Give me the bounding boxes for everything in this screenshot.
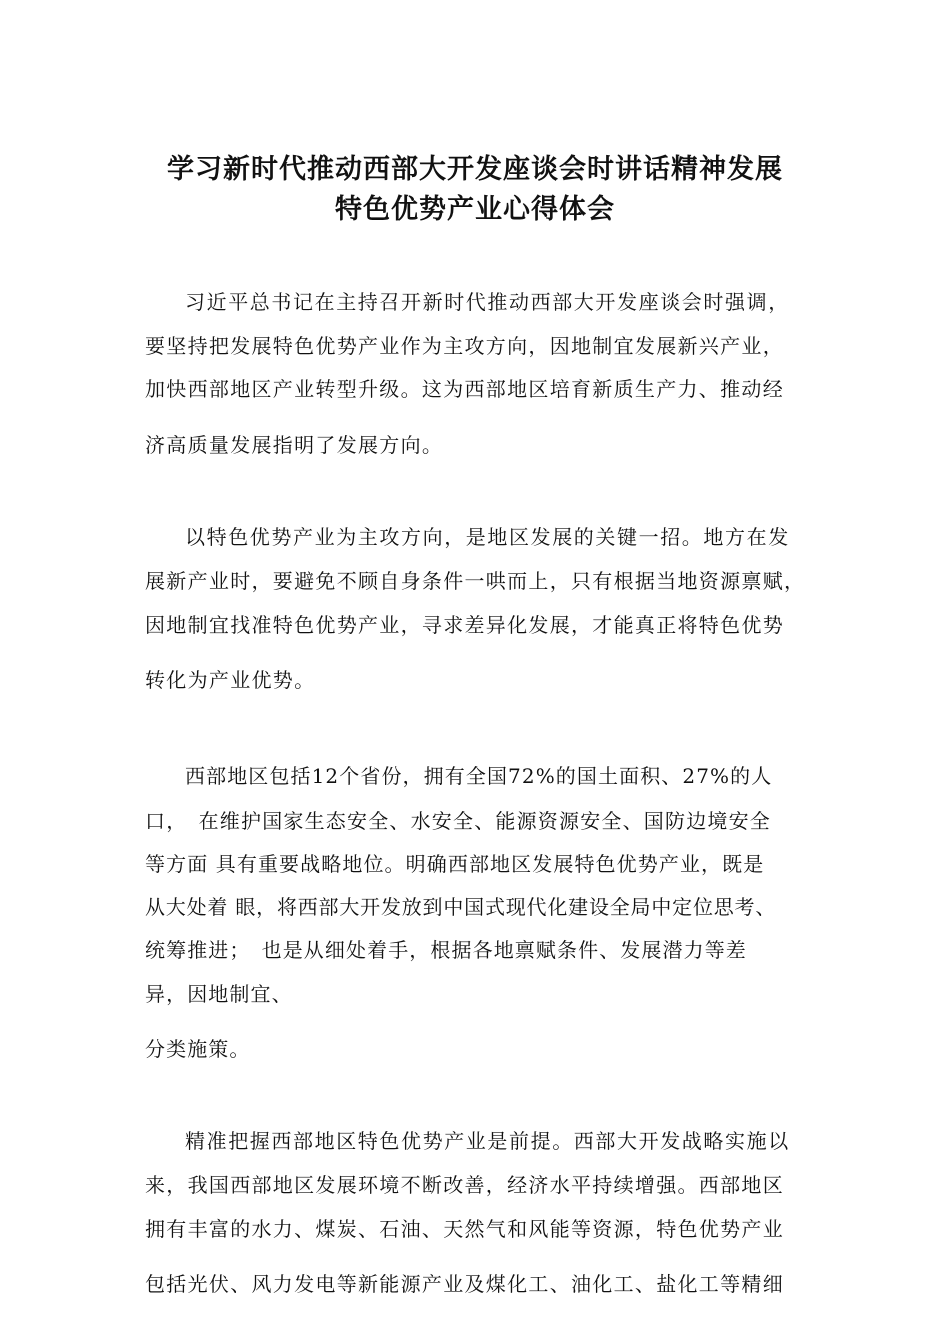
paragraph-2-line-2: 展新产业时，要避免不顾自身条件一哄而上，只有根据当地资源禀赋， xyxy=(145,569,806,593)
paragraph-1-line-3: 加快西部地区产业转型升级。这为西部地区培育新质生产力、推动经 xyxy=(145,377,784,401)
paragraph-3-line-3: 等方面 具有重要战略地位。明确西部地区发展特色优势产业，既是 xyxy=(145,852,765,876)
paragraph-4-line-3: 拥有丰富的水力、煤炭、石油、天然气和风能等资源，特色优势产业 xyxy=(145,1217,784,1241)
paragraph-4-line-1: 精准把握西部地区特色优势产业是前提。西部大开发战略实施以 xyxy=(185,1129,790,1153)
paragraph-2-line-3: 因地制宜找准特色优势产业，寻求差异化发展，才能真正将特色优势 xyxy=(145,613,784,637)
paragraph-1-line-4: 济高质量发展指明了发展方向。 xyxy=(145,433,444,457)
paragraph-3-line-2: 口， 在维护国家生态安全、水安全、能源资源安全、国防边境安全 xyxy=(145,809,771,833)
paragraph-2-line-1: 以特色优势产业为主攻方向，是地区发展的关键一招。地方在发 xyxy=(185,525,790,549)
paragraph-2-line-4: 转化为产业优势。 xyxy=(145,668,316,692)
paragraph-1-line-1: 习近平总书记在主持召开新时代推动西部大开发座谈会时强调， xyxy=(185,290,790,314)
document-title-line-2: 特色优势产业心得体会 xyxy=(335,194,615,225)
document-title-line-1: 学习新时代推动西部大开发座谈会时讲话精神发展 xyxy=(167,154,783,185)
paragraph-4-line-4: 包括光伏、风力发电等新能源产业及煤化工、油化工、盐化工等精细 xyxy=(145,1272,784,1296)
paragraph-1-line-2: 要坚持把发展特色优势产业作为主攻方向，因地制宜发展新兴产业， xyxy=(145,334,784,358)
paragraph-3-line-1: 西部地区包括12个省份，拥有全国72%的国土面积、27%的人 xyxy=(185,764,773,788)
paragraph-3-line-6: 异，因地制宜、 xyxy=(145,982,293,1006)
paragraph-3-line-4: 从大处着 眼，将西部大开发放到中国式现代化建设全局中定位思考、 xyxy=(145,895,777,919)
paragraph-4-line-2: 来，我国西部地区发展环境不断改善，经济水平持续增强。西部地区 xyxy=(145,1173,784,1197)
paragraph-3-line-5: 统筹推进； 也是从细处着手，根据各地禀赋条件、发展潜力等差 xyxy=(145,938,747,962)
paragraph-3-line-7: 分类施策。 xyxy=(145,1037,251,1061)
